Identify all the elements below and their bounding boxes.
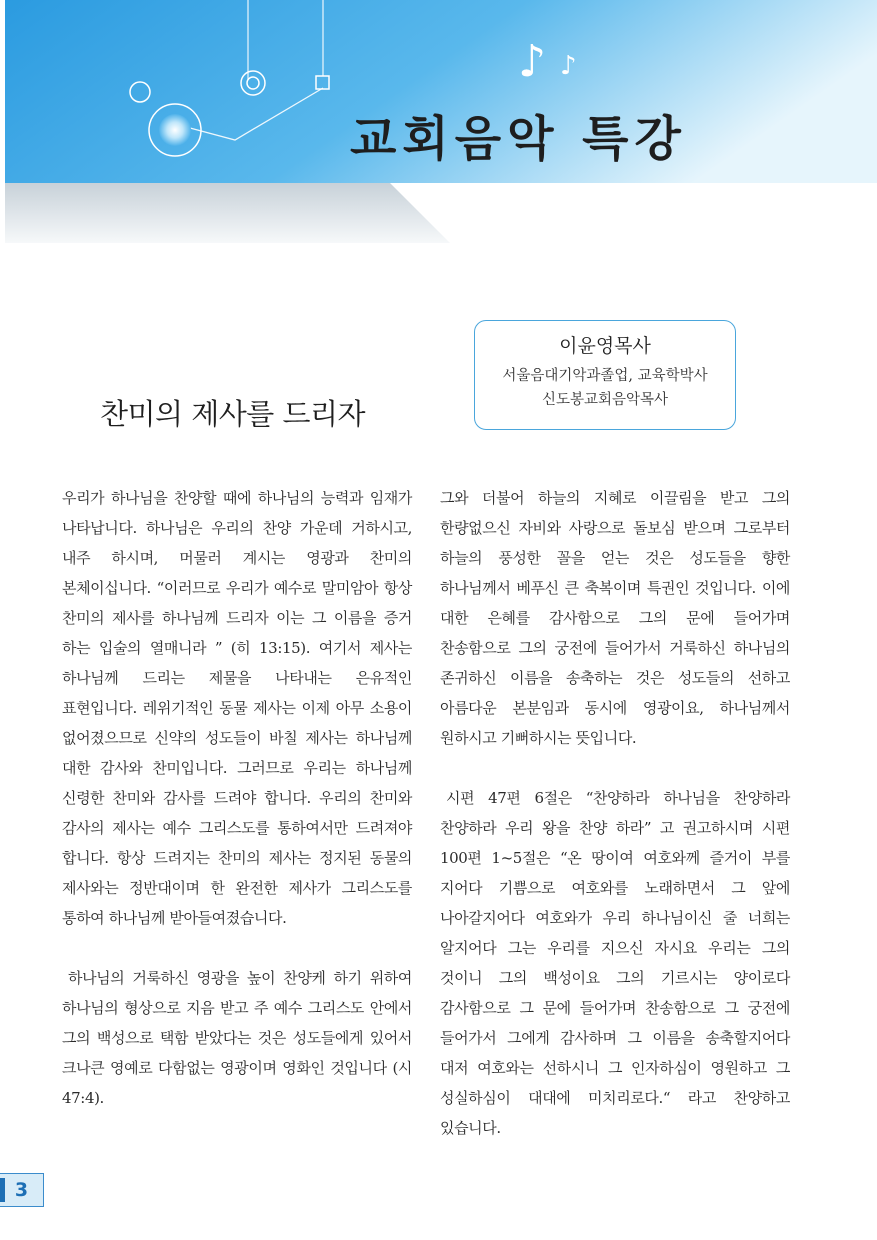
page-title: 교회음악 특강 (350, 111, 687, 167)
paragraph: 하나님의 거룩하신 영광을 높이 찬양케 하기 위하여 하나님의 형상으로 지음 받고 주 예수 그리스도 안에서 그의 백성으로 택함 받았다는 것은 성도들에게 있어서 크나큰 영예로 다함없는 영광이며 영화인 것입니다 (시 47:4). (62, 969, 412, 1107)
music-note-icon: ♪ (518, 36, 547, 87)
left-column (62, 483, 412, 1113)
right-column (440, 483, 790, 1143)
author-position: 신도봉교회음악목사 (541, 392, 669, 408)
music-note-small-icon: ♪ (560, 51, 577, 81)
orb-icon (159, 114, 191, 146)
banner-shadow (5, 183, 450, 243)
paragraph: 시편 47편 6절은 “찬양하라 하나님을 찬양하라 찬양하라 우리 왕을 찬양 하라” 고 권고하시며 시편 100편 1~5절은 “온 땅이여 여호와께 즐거이 부를 지어다 기쁨으로 여호와를 노래하면서 그 앞에 나아갈지어다 여호와가 우리 하나님이신 줄 너희는 알지어다 그는 우리를 지으신 자시요 우리는 그의 것이니 그의 백성이요 그의 기르시는 양이로다 감사함으로 그 문에 들어가며 찬송함으로 그 궁전에 들어가서 그에게 감사하며 그 이름을 송축할지어다 대저 여호와는 선하시니 그 인자하심이 영원하고 그 성실하심이 대대에 미치리로다.“ 라고 찬양하고 있습니다. (440, 789, 790, 1137)
author-box (474, 320, 736, 430)
paragraph: 우리가 하나님을 찬양할 때에 하나님의 능력과 임재가 나타납니다. 하나님은 우리의 찬양 가운데 거하시고, 내주 하시며, 머물러 계시는 영광과 찬미의 본체이십니다. “이러므로 우리가 예수로 말미암아 항상 찬미의 제사를 하나님께 드리자 이는 그 이름을 증거 하는 입술의 열매니라 ” (히 13:15). 여기서 제사는 하나님께 드리는 제물을 나타내는 은유적인 표현입니다. 레위기적인 동물 제사는 이제 아무 소용이 없어졌으므로 신약의 성도들이 바칠 제사는 하나님께 대한 감사와 찬미입니다. 그러므로 우리는 하나님께 신령한 찬미와 감사를 드려야 합니다. 우리의 찬미와 감사의 제사는 예수 그리스도를 통하여서만 드려져야 합니다. 항상 드려지는 찬미의 제사는 정지된 동물의 제사와는 정반대이며 한 완전한 제사가 그리스도를 통하여 하나님께 받아들여졌습니다. (62, 489, 412, 927)
page-number: 3 (0, 1173, 44, 1207)
article-title: 찬미의 제사를 드리자 (100, 397, 366, 431)
paragraph: 그와 더불어 하늘의 지혜로 이끌림을 받고 그의 한량없으신 자비와 사랑으로 돌보심 받으며 그로부터 하늘의 풍성한 꼴을 얻는 것은 성도들을 향한 하나님께서 베푸신 큰 축복이며 특권인 것입니다. 이에 대한 은혜를 감사함으로 그의 문에 들어가며 찬송함으로 그의 궁전에 들어가서 거룩하신 하나님의 존귀하신 이름을 송축하는 것은 성도들의 선하고 아름다운 본분임과 동시에 영광이요, 하나님께서 원하시고 기뻐하시는 뜻입니다. (440, 489, 790, 747)
header-banner (0, 0, 877, 250)
author-name: 이윤영목사 (559, 335, 651, 357)
author-credential: 서울음대기악과졸업, 교육학박사 (502, 368, 708, 384)
